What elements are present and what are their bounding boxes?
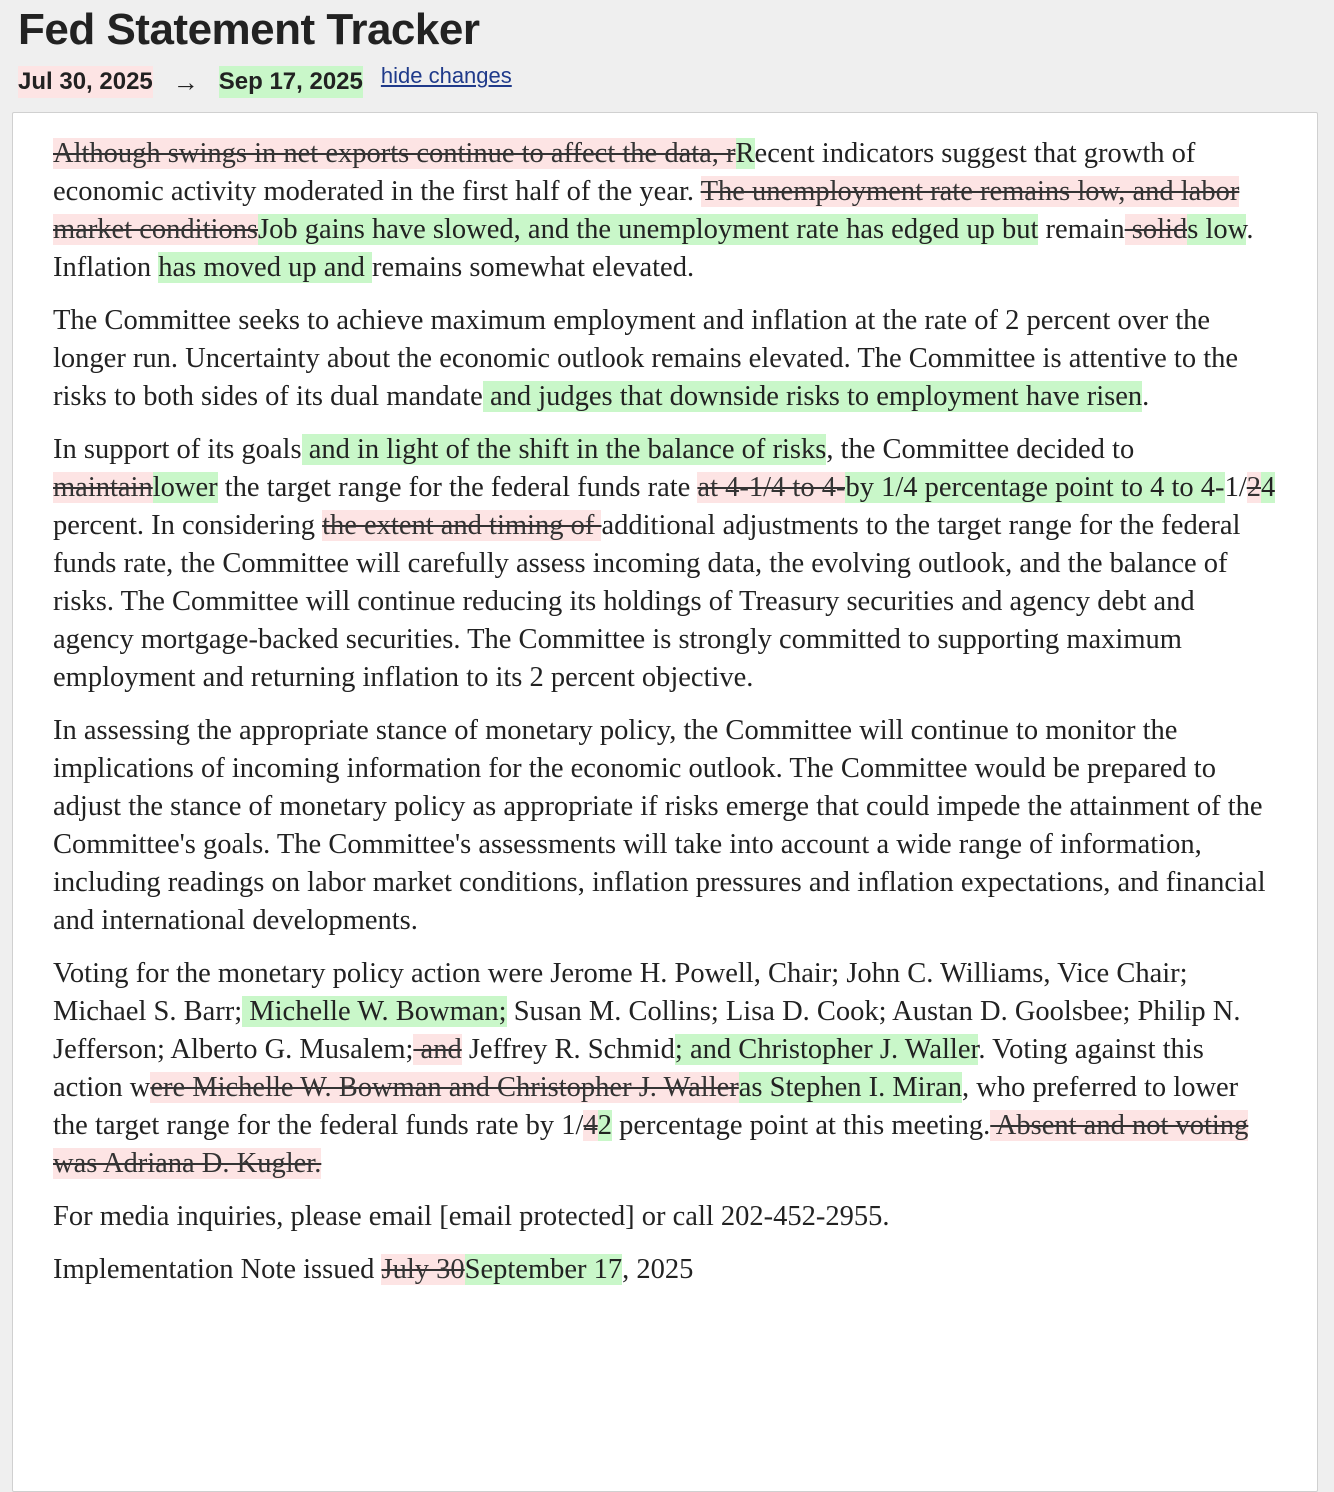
inserted-text: 4 [1260,472,1276,503]
unchanged-text: , who preferred to lower the target range for the federal funds rate by 1/ [53,1072,1239,1141]
hide-changes-link[interactable]: hide changes [380,63,512,88]
inserted-text: lower [152,472,218,503]
inserted-text: Michelle W. Bowman; [242,996,507,1027]
unchanged-text: additional adjustments to the target range for the federal funds rate, the Committee will carefully assess incoming data, the evolving outlook, and the balance of risks. The Committee will continue reducing its holdings of Treasury securities and agency debt and agency mortgage-backed securities. The Committee is strongly committed to supporting maximum employment and returning inflation to its 2 percent objective. [53,510,1241,693]
deleted-text: 4 [583,1110,598,1141]
deleted-text: at 4-1/4 to 4- [697,472,846,503]
unchanged-text: Jeffrey R. Schmid [461,1034,675,1065]
deleted-text: the extent and timing of [322,510,602,541]
paragraph-media-inquiries [53,1198,1277,1236]
unchanged-text: Susan M. Collins; Lisa D. Cook; Austan D. Goolsbee; Philip N. Jefferson; Alberto G. Musalem; [53,996,1241,1065]
deleted-text: maintain [53,472,153,503]
unchanged-text: , the Committee decided to [826,434,1135,465]
date-comparison-bar [18,63,1316,98]
unchanged-text: In support of its goals [53,434,302,465]
inserted-text: has moved up and [158,252,372,283]
unchanged-text: . Inflation [53,214,1254,283]
inserted-text: September 17 [464,1254,623,1285]
deleted-text: The unemployment rate remains low, and labor market conditions [53,176,1240,245]
inserted-text: and in light of the shift in the balance of risks [301,434,827,465]
paragraph-implementation-note [53,1251,1277,1289]
unchanged-text: For media inquiries, please email [email protected] or call 202-452-2955. [53,1201,890,1232]
new-statement-date: Sep 17, 2025 [219,66,363,98]
unchanged-text: remains somewhat elevated. [371,252,695,283]
unchanged-text: Voting for the monetary policy action were Jerome H. Powell, Chair; John C. Williams, Vice Chair; Michael S. Barr; [53,958,1188,1027]
unchanged-text: . Voting against this action w [53,1034,1204,1103]
unchanged-text: 1/ [1224,472,1247,503]
inserted-text: as Stephen I. Miran [738,1072,962,1103]
unchanged-text: percent. In considering [53,510,323,541]
inserted-text: s low [1187,214,1247,245]
unchanged-text: . [1142,381,1150,412]
unchanged-text: ecent indicators suggest that growth of economic activity moderated in the first half of the year. [53,138,1196,207]
unchanged-text: percentage point at this meeting. [611,1110,991,1141]
unchanged-text: the target range for the federal funds rate [217,472,698,503]
inserted-text: ; and Christopher J. Waller [674,1034,979,1065]
deleted-text: solid [1124,214,1188,245]
inserted-text: Job gains have slowed, and the unemployment rate has edged up but [258,214,1039,245]
inserted-text: 2 [597,1110,612,1141]
unchanged-text: In assessing the appropriate stance of monetary policy, the Committee will continue to monitor the implications of incoming information for the economic outlook. The Committee would be prepared to adjust the stance of monetary policy as appropriate if risks emerge that could impede the attainment of the Committee's goals. The Committee's assessments will take into account a wide range of information, including readings on labor market conditions, inflation pressures and inflation expectations, and financial and international developments. [53,715,1266,936]
paragraph-economic-conditions [53,135,1277,287]
deleted-text: Although swings in net exports continue to affect the data, r [53,138,736,169]
deleted-text: 2 [1246,472,1261,503]
inserted-text: by 1/4 percentage point to 4 to 4- [845,472,1225,503]
paragraph-voting [53,955,1277,1183]
inserted-text: and judges that downside risks to employment have risen [482,381,1143,412]
unchanged-text: Implementation Note issued [53,1254,382,1285]
unchanged-text: The Committee seeks to achieve maximum employment and inflation at the rate of 2 percent over the longer run. Uncertainty about the economic outlook remains elevated. The Committee is attentive to the risks to both sides of its dual mandate [53,305,1239,412]
deleted-text: and [413,1034,462,1065]
unchanged-text: , 2025 [622,1254,694,1285]
paragraph-committee-goals [53,302,1277,416]
paragraph-policy-stance [53,712,1277,940]
unchanged-text: remain [1038,214,1125,245]
old-statement-date: Jul 30, 2025 [18,66,153,98]
deleted-text: ere Michelle W. Bowman and Christopher J. Waller [150,1072,739,1103]
right-arrow-icon: → [172,66,199,97]
page-header [0,0,1334,108]
paragraph-policy-decision [53,431,1277,697]
deleted-text: Absent and not voting was Adriana D. Kugler. [53,1110,1249,1179]
statement-diff-card [12,112,1318,1492]
deleted-text: July 30 [381,1254,465,1285]
inserted-text: R [735,138,755,169]
page-title: Fed Statement Tracker [18,5,480,54]
